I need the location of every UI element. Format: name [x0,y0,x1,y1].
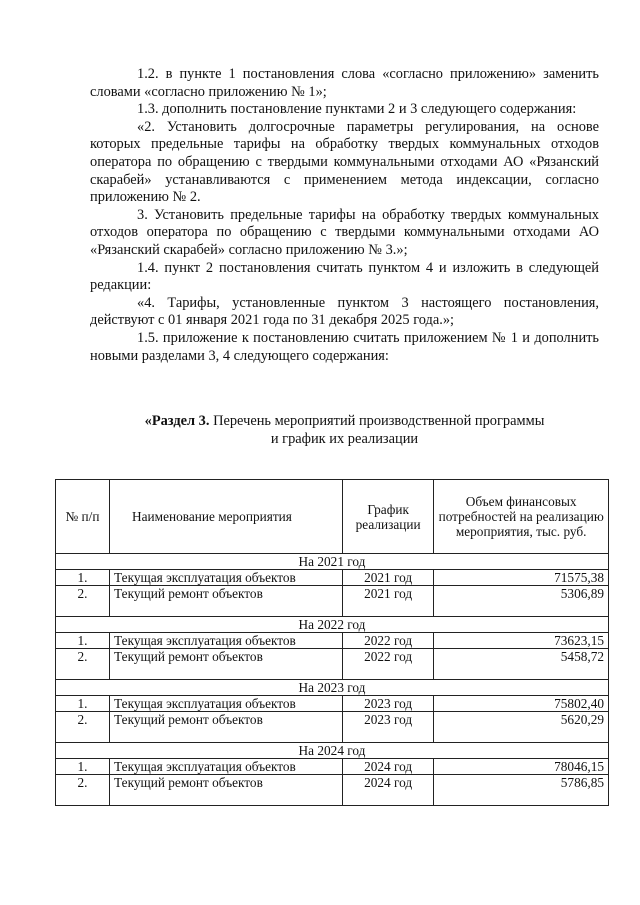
cell-schedule: 2022 год [342,633,433,649]
cell-cost: 71575,38 [434,570,609,586]
cell-cost: 5786,85 [434,775,609,806]
year-row [56,554,609,570]
cell-name: Текущий ремонт объектов [110,649,343,680]
cell-schedule: 2024 год [342,775,433,806]
year-label: На 2024 год [56,743,609,759]
cell-cost: 78046,15 [434,759,609,775]
cell-name: Текущая эксплуатация объектов [110,570,343,586]
year-label: На 2021 год [56,554,609,570]
cell-cost: 5458,72 [434,649,609,680]
header-name: Наименование мероприятия [110,480,343,554]
cell-name: Текущая эксплуатация объектов [110,633,343,649]
cell-cost: 5620,29 [434,712,609,743]
table-row [56,696,609,712]
paragraph-point-3: 3. Установить предельные тарифы на обработку твердых коммунальных отходов оператора по обращению с твердыми коммунальными отходами АО «Рязанский скарабей» согласно приложению № 3.»; [90,206,599,258]
section-title-line-1 [90,413,599,431]
cell-schedule: 2021 год [342,586,433,617]
cell-schedule: 2023 год [342,696,433,712]
year-row [56,680,609,696]
cell-name: Текущий ремонт объектов [110,586,343,617]
table-row [56,570,609,586]
cell-schedule: 2021 год [342,570,433,586]
table-header-row [56,480,609,554]
table-row [56,649,609,680]
header-cost: Объем финансовых потребностей на реализацию мероприятия, тыс. руб. [434,480,609,554]
cell-num: 1. [56,633,110,649]
cell-cost: 5306,89 [434,586,609,617]
cell-schedule: 2024 год [342,759,433,775]
cell-num: 2. [56,712,110,743]
year-row [56,743,609,759]
table-row [56,759,609,775]
table-row [56,775,609,806]
cell-num: 2. [56,649,110,680]
cell-cost: 75802,40 [434,696,609,712]
year-label: На 2023 год [56,680,609,696]
header-num: № п/п [56,480,110,554]
body-text [90,66,599,365]
activities-table [55,479,609,806]
cell-name: Текущий ремонт объектов [110,775,343,806]
table-row [56,712,609,743]
section-title [90,413,599,448]
cell-num: 2. [56,775,110,806]
cell-name: Текущий ремонт объектов [110,712,343,743]
section-title-text: Перечень мероприятий производственной программы [213,413,545,429]
header-schedule: График реализации [342,480,433,554]
paragraph-1-2: 1.2. в пункте 1 постановления слова «согласно приложению» заменить словами «согласно приложению № 1»; [90,66,599,100]
year-row [56,617,609,633]
cell-num: 1. [56,759,110,775]
cell-name: Текущая эксплуатация объектов [110,759,343,775]
paragraph-point-4: «4. Тарифы, установленные пунктом 3 настоящего постановления, действуют с 01 января 2021 года по 31 декабря 2025 года.»; [90,294,599,329]
cell-schedule: 2022 год [342,649,433,680]
cell-schedule: 2023 год [342,712,433,743]
table-row [56,586,609,617]
paragraph-1-4: 1.4. пункт 2 постановления считать пунктом 4 и изложить в следующей редакции: [90,259,599,294]
year-label: На 2022 год [56,617,609,633]
cell-name: Текущая эксплуатация объектов [110,696,343,712]
paragraph-1-3: 1.3. дополнить постановление пунктами 2 и 3 следующего содержания: [137,101,577,118]
cell-num: 1. [56,696,110,712]
cell-cost: 73623,15 [434,633,609,649]
paragraph-1-5: 1.5. приложение к постановлению считать приложением № 1 и дополнить новыми разделами 3, 4 следующего содержания: [90,329,599,364]
cell-num: 1. [56,570,110,586]
section-label: «Раздел 3. [144,413,210,429]
section-title-line-2: и график их реализации [270,430,419,447]
paragraph-point-2: «2. Установить долгосрочные параметры регулирования, на основе которых предельные тарифы на обработку твердых коммунальных отходов оператора по обращению с твердыми коммунальными отходами АО «Рязанский скарабей» устанавливаются с применением метода индексации, согласно приложению № 2. [90,118,599,206]
cell-num: 2. [56,586,110,617]
table-row [56,633,609,649]
